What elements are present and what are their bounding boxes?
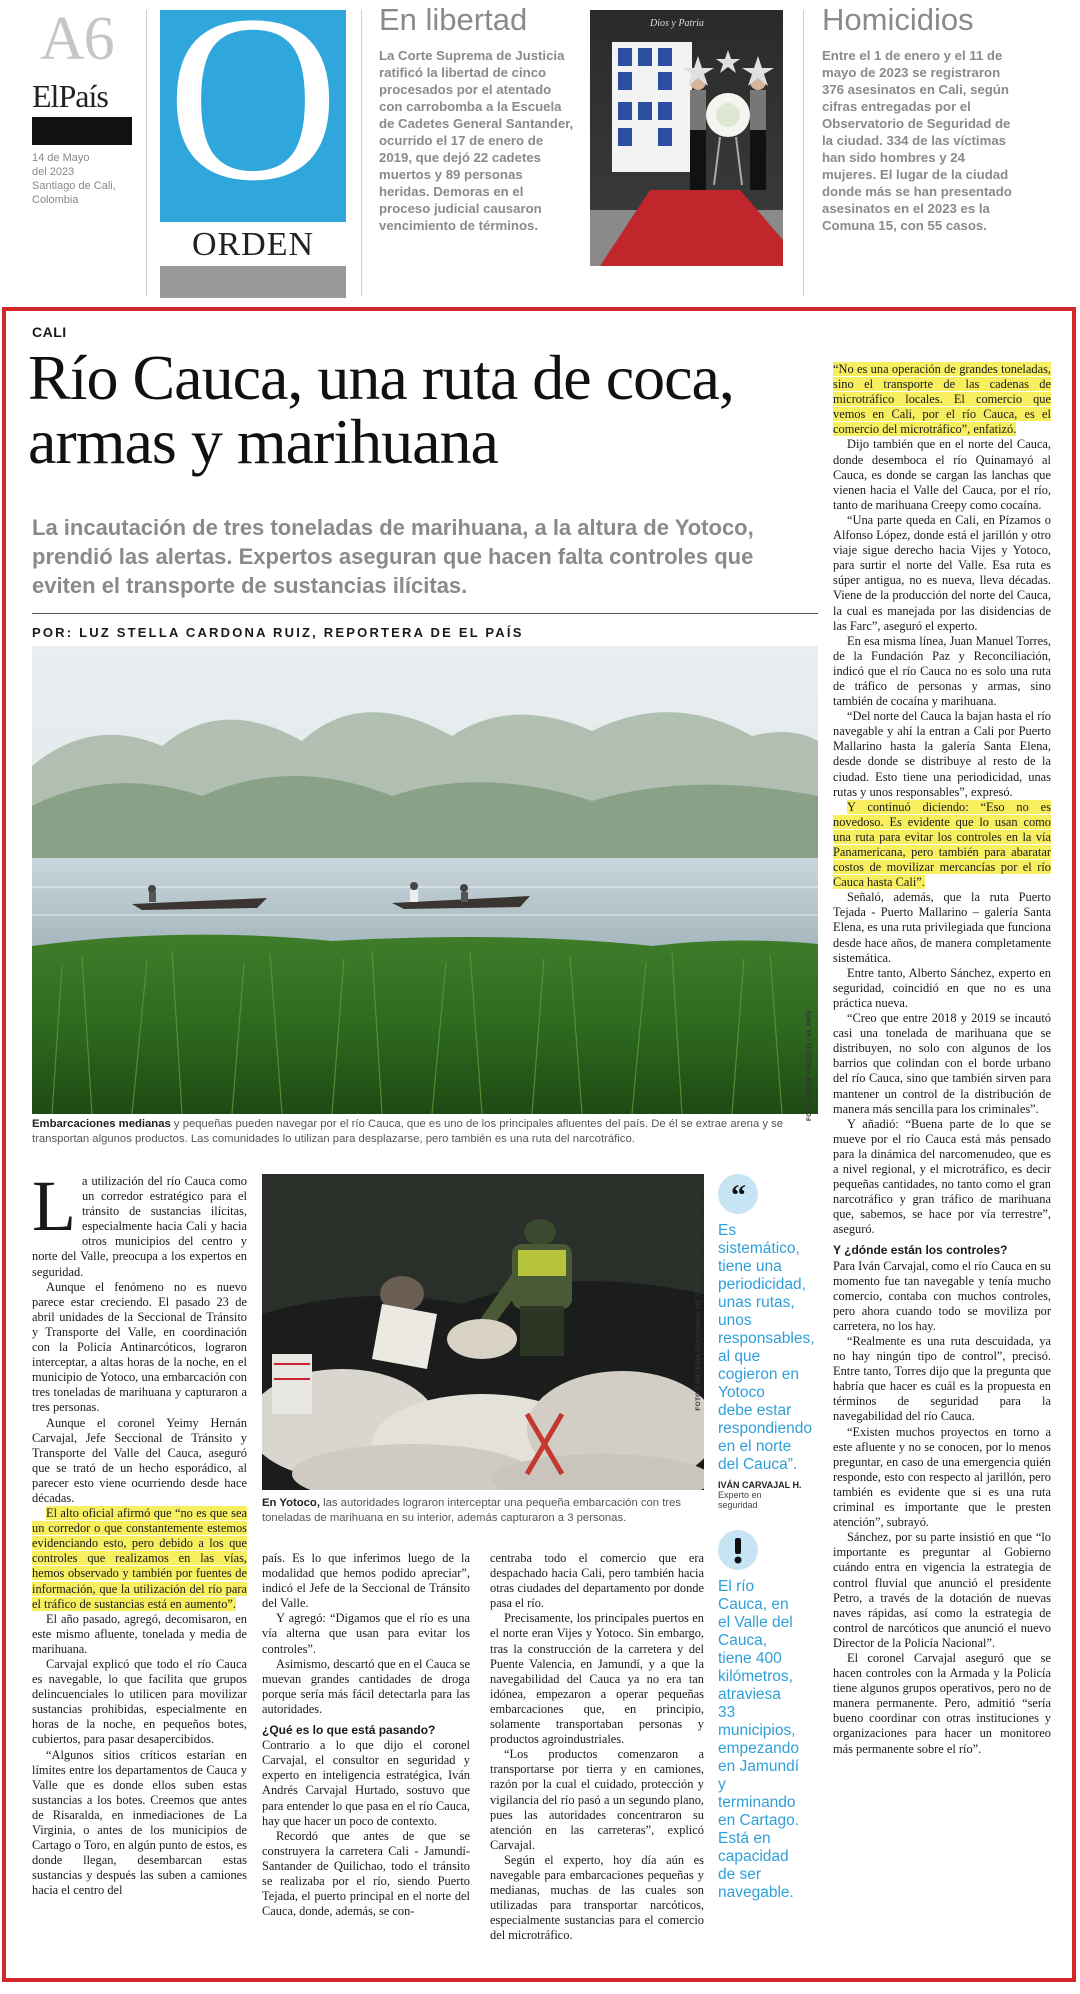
article-column-1 [32, 1166, 247, 1899]
paragraph: Entre tanto, Alberto Sánchez, experto en seguridad, coincidió en que no es una práctica nueva. [833, 965, 1051, 1010]
caption-seizure [262, 1496, 704, 1526]
photo-credit-river: FOTO JORGE OROZCO | EL PAÍS [806, 1010, 813, 1122]
brief-title-homicidios: Homicidios [822, 2, 974, 37]
paragraph: Sánchez, por su parte insistió en que “lo importante es preguntar al Gobierno cuándo entra en vigencia la estrategia de control fluvial que anunció el presidente Petro, a través de la dotación de nuevas naves rápidas, así como la estrategia de control de narcóticos que anunció el nuevo Director de la Policía Nacional”. [833, 1530, 1051, 1650]
section-badge-bar [160, 266, 346, 298]
newspaper-logo: ElPaís [32, 78, 108, 114]
highlighted-paragraph [833, 362, 1051, 437]
memorial-photo [590, 10, 783, 266]
article-column-3 [490, 1551, 704, 1943]
photo-credit-seizure: FOTO CORTESÍA SECCIONAL DE TRÁNSITO DEL VALLE DEL CAUCA [695, 1178, 702, 1411]
date-line-1: 14 de Mayo [32, 152, 90, 164]
caption-river-text: y pequeñas pueden navegar por el río Cauca, que es uno de los principales afluentes del país. De él se extrae arena y se transportan algunos productos. Las comunidades lo utilizan para desplazarse, pero también es una ruta del narcotráfico. [32, 1118, 784, 1145]
byline-rule [32, 613, 818, 614]
paragraph: Contrario a lo que dijo el coronel Carvajal, el consultor en seguridad y experto en inteligencia estratégica, Iván Andrés Carvajal Hurtado, sostuvo que para entender lo que pasa en el río Cauca, hay que hacer un poco de contexto. [262, 1738, 470, 1828]
article-column-2 [262, 1551, 470, 1919]
section-badge [160, 0, 346, 298]
exclamation-icon [718, 1530, 758, 1570]
paragraph: “Los productos comenzaron a transportarse por tierra y en camiones, razón por la cual el cuidado, protección y vigilancia del río pasó a un segundo plano, pues las autoridades concentraron su atención en las carreteras”, explicó Carvajal. [490, 1747, 704, 1852]
divider [146, 10, 147, 296]
paragraph: Recordó que antes de que se construyera la carretera Cali - Jamundí-Santander de Quilichao, todo el tránsito se realizaba por el río, siendo Puerto Tejada, el puerto principal en el norte del Cauca, donde, además, se con- [262, 1828, 470, 1919]
section-word: ORDEN [191, 226, 315, 263]
paragraph: Para Iván Carvajal, como el río Cauca en su momento fue tan navegable y tenía mucho comercio, contaba con muchos controles, pero ahora cuando todo se moviliza por carretera, no los hay. [833, 1258, 1051, 1333]
sidebar [718, 1174, 815, 1902]
paragraph: Señaló, además, que la ruta Puerto Tejada - Puerto Mallarino – galería Santa Elena, es una ruta privilegiada que funciona desde hace años, de manera completamente sistemática. [833, 890, 1051, 965]
paragraph: país. Es lo que inferimos luego de la modalidad que hemos podido apreciar”, indicó el Jefe de la Seccional de Tránsito del Valle. [262, 1551, 470, 1611]
logo-bar [32, 117, 132, 145]
paragraph: Dijo también que en el norte del Cauca, donde desemboca el río Quinamayó al Cauca, es donde se cargan las lanchas que vienen hacia el Valle del Cauca, por el río, tanto de marihuana Creepy como cocaína. [833, 437, 1051, 512]
paragraph: Según el experto, hoy día aún es navegable para embarcaciones pequeñas y medianas, muchas de las cuales son utilizadas para transportar narcóticos, especialmente sustancias para el comercio del microtráfico. [490, 1852, 704, 1943]
brief-text-homicidios: Entre el 1 de enero y el 11 de mayo de 2023 se registraron 376 asesinatos en Cali, según cifras entregadas por el Observatorio de Seguridad de la ciudad. 334 de las víctimas han sido hombres y 24 mujeres. El lugar de la ciudad donde más se han presentado asesinatos en el 2023 es la Comuna 15, con 55 casos. [822, 48, 1012, 233]
highlight: Y continuó diciendo: “Eso no es novedoso. Es evidente que lo usan como una ruta para evitar los controles en la vía Panamericana, pero también para abaratar costos de movilizar mercancías por el río Cauca hasta Cali”. [833, 799, 1051, 890]
pull-quote: Es sistemático, tiene una periodicidad, unas rutas, unos responsables, al que cogieron en Yotoco debe estar respondiendo en el norte del Cauca”. [718, 1222, 815, 1473]
brief-text-libertad: La Corte Suprema de Justicia ratificó la libertad de cinco procesados por el atentado con carrobomba a la Escuela de Cadetes General Santander, ocurrido el 17 de enero de 2019, que dejó 22 cadetes muertos y 89 personas heridas. Demoras en el proceso judicial causaron vencimiento de términos. [379, 48, 574, 233]
seizure-photo [262, 1174, 704, 1490]
river-photo-image [32, 646, 818, 1114]
brief-title-libertad: En libertad [379, 2, 528, 37]
river-photo [32, 646, 818, 1114]
caption-seizure-text: las autoridades lograron interceptar una pequeña embarcación con tres toneladas de marihuana en su interior, además capturaron a 3 personas. [262, 1497, 682, 1524]
svg-text:“: “ [731, 1179, 746, 1212]
paragraph: Y añadió: “Buena parte de lo que se mueve por el río Cauca está más pensado para la dinámica del narcomenudeo, que es a nivel regional, y el microtráfico, es decir pequeñas cantidades, no tanto como el gran narcotráfico y gran tráfico de marihuana que, sabemos, se hace por vía terrestre”, aseguró. [833, 1116, 1051, 1237]
highlight: “No es una operación de grandes toneladas, sino el transporte de las cadenas de microtráfico locales. El comercio que vemos en Cali, por el río Cauca, es el comercio del microtráfico”, enfatizó. [833, 362, 1051, 437]
caption-river-lead: Embarcaciones medianas [32, 1118, 171, 1130]
drop-cap: L [32, 1166, 76, 1246]
paragraph: “Del norte del Cauca la bajan hasta el río navegable y ahí la entran a Cali por Puerto Mallarino hasta la galería Santa Elena, desde donde se distribuye al resto de la ciudad. Esto tiene una periodicidad, unas rutas y unos responsables”, expresó. [833, 709, 1051, 799]
page-number: A6 [40, 5, 114, 73]
paragraph: “Una parte queda en Cali, en Pízamos o Alfonso López, donde está el jarillón y otro viaje sigue derecho hacia Vijes y Yotoco, para surtir el norte del Valle. Esa ruta es súper antigua, no es nueva, lleva décadas. Viene de la producción del norte del Cauca, la cual es manejada por las disidencias de las Farc”, aseguró el experto. [833, 512, 1051, 633]
section-subheading: ¿Qué es lo que está pasando? [262, 1723, 436, 1738]
quote-icon [718, 1174, 758, 1214]
section-subheading: Y ¿dónde están los controles? [833, 1243, 1008, 1258]
paragraph: Precisamente, los principales puertos en el norte eran Vijes y Yotoco. Sin embargo, tras la construcción de la carretera y del Puente Valencia, en Jamundí, y a que la navegabilidad del Cauca ya no era tan idónea, empezaron a operar pequeñas embarcaciones que, en principio, solamente transportaban personas y productos agroindustriales. [490, 1611, 704, 1747]
article-kicker: CALI [32, 324, 67, 340]
paragraph: Carvajal explicó que todo el río Cauca es navegable, lo que facilita que grupos delincuenciales lo utilicen para movilizar sustancias prohibidas, especialmente en horas de la noche, en pequeños botes, cubiertos, para pasar desapercibidos. [32, 1657, 247, 1747]
highlight: El alto oficial afirmó que “no es que sea un corredor o que constantemente estemos evidenciando esto, pero debido a los que controles que realizamos en las vías, hemos observado y también por fuentes de información, que la utilización del río para el tráfico de sustancias está en aumento”. [32, 1506, 247, 1611]
paragraph: “Creo que entre 2018 y 2019 se incautó casi una tonelada de marihuana que se distribuyen, no solo con algunos de los barrios que colindan con el borde urbano del río Cauca, sino que también sirven para mantener un control de la distribución de manera más sencilla para los criminales”. [833, 1011, 1051, 1116]
seizure-photo-image [262, 1174, 704, 1490]
top-strip [0, 0, 1080, 300]
caption-seizure-lead: En Yotoco, [262, 1497, 320, 1509]
article-subhead: La incautación de tres toneladas de marihuana, a la altura de Yotoco, prendió las alertas. Expertos aseguran que hacen falta controles que eviten el transporte de sustancias ilícitas. [32, 515, 754, 598]
highlighted-paragraph [833, 800, 1051, 891]
paragraph: Y agregó: “Digamos que el río es una vía alterna que usan para evitar los controles”. [262, 1611, 470, 1656]
paragraph-text: a utilización del río Cauca como un corredor estratégico para el tránsito de sustancias ilícitas, especialmente hacia Cali y hacia otros municipios del centro y norte del Valle, preocupa a los expertos en seguridad. [32, 1174, 247, 1279]
dateline [32, 151, 142, 207]
date-line-2: del 2023 [32, 166, 75, 178]
article-byline: POR: LUZ STELLA CARDONA RUIZ, REPORTERA DE EL PAÍS [32, 625, 524, 640]
paragraph: Aunque el coronel Yeimy Hernán Carvajal, Jefe Seccional de Tránsito y Transporte del Valle del Cauca, aseguró que se trató de un hecho esporádico, al parecer esto viene ocurriendo desde hace décadas. [32, 1415, 247, 1505]
highlighted-paragraph [32, 1506, 247, 1612]
memorial-banner-text: Dios y Patria [650, 18, 704, 29]
paragraph: “Realmente es una ruta descuidada, ya no hay ningún tipo de control”, precisó. Entre tanto, Torres dijo que la pregunta que habría que hacer es cuál es la propuesta en términos de seguridad para la navegabilidad del río Cauca. [833, 1334, 1051, 1424]
fact-box: El río Cauca, en el Valle del Cauca, tiene 400 kilómetros, atraviesa 33 municipios, empezando en Jamundí y terminando en Cartago. Está en capacidad de ser navegable. [718, 1578, 800, 1901]
memorial-photo-image [590, 10, 783, 266]
divider [361, 10, 362, 296]
paragraph [32, 1166, 247, 1280]
paragraph: Aunque el fenómeno no es nuevo parece estar creciendo. El pasado 23 de abril unidades de la Seccional de Tránsito y Transporte del Valle, en coordinación con la Policía Antinarcóticos, lograron interceptar, a altas horas de la noche, en el municipio de Yotoco, una embarcación con tres toneladas de marihuana y capturaron a tres personas. [32, 1279, 247, 1415]
article-headline: Río Cauca, una ruta de coca, armas y marihuana [28, 342, 734, 477]
paragraph: El coronel Carvajal aseguró que se hacen controles con la Armada y la Policía tiene algunos grupos operativos, pero no de manera permanente. Pero, admitió “sería bueno coordinar con otras instituciones y organizaciones para hacer un monitoreo más permanente sobre el río”. [833, 1650, 1051, 1756]
paragraph: “Existen muchos proyectos en torno a este afluente y no se conocen, por lo menos preguntar, en caso de una emergencia quién responde, esto con respecto al jarillón, pero también es evidente que si es una ruta criminal es importante que le presten atención”, subrayó. [833, 1424, 1051, 1530]
place-line-1: Santiago de Cali, [32, 180, 116, 192]
divider [803, 10, 804, 296]
paragraph: centraba todo el comercio que era despachado hacia Cali, pero también hacia otras ciudades del departamento por donde pasa el río. [490, 1551, 704, 1611]
place-line-2: Colombia [32, 194, 79, 206]
paragraph: En esa misma línea, Juan Manuel Torres, de la Fundación Paz y Reconciliación, indicó que el río Cauca no es solo una ruta de tráfico de personas y armas, sino también de cocaína y marihuana. [833, 633, 1051, 709]
quote-role: Experto en seguridad [718, 1490, 762, 1510]
paragraph: El año pasado, agregó, decomisaron, en este mismo afluente, tonelada y media de marihuana. [32, 1611, 247, 1656]
paragraph: “Algunos sitios críticos estarían en límites entre los departamentos de Cauca y Valle que es donde ellos suben estas sustancias a los botes. Creemos que antes de Risaralda, en inmediaciones de La Virginia, o antes de los municipios de Cartago o Toro, en algún punto de estos, es donde llegan, desembarcan estas sustancias y después las suben a camiones hacia el centro del [32, 1747, 247, 1898]
caption-river [32, 1117, 818, 1147]
article-column-4 [833, 362, 1051, 1757]
quote-author: IVÁN CARVAJAL H. [718, 1480, 802, 1490]
section-letter: O [167, 0, 339, 230]
paragraph: Asimismo, descartó que en el Cauca se muevan grandes cantidades de droga porque sería más fácil detectarla para las autoridades. [262, 1656, 470, 1716]
